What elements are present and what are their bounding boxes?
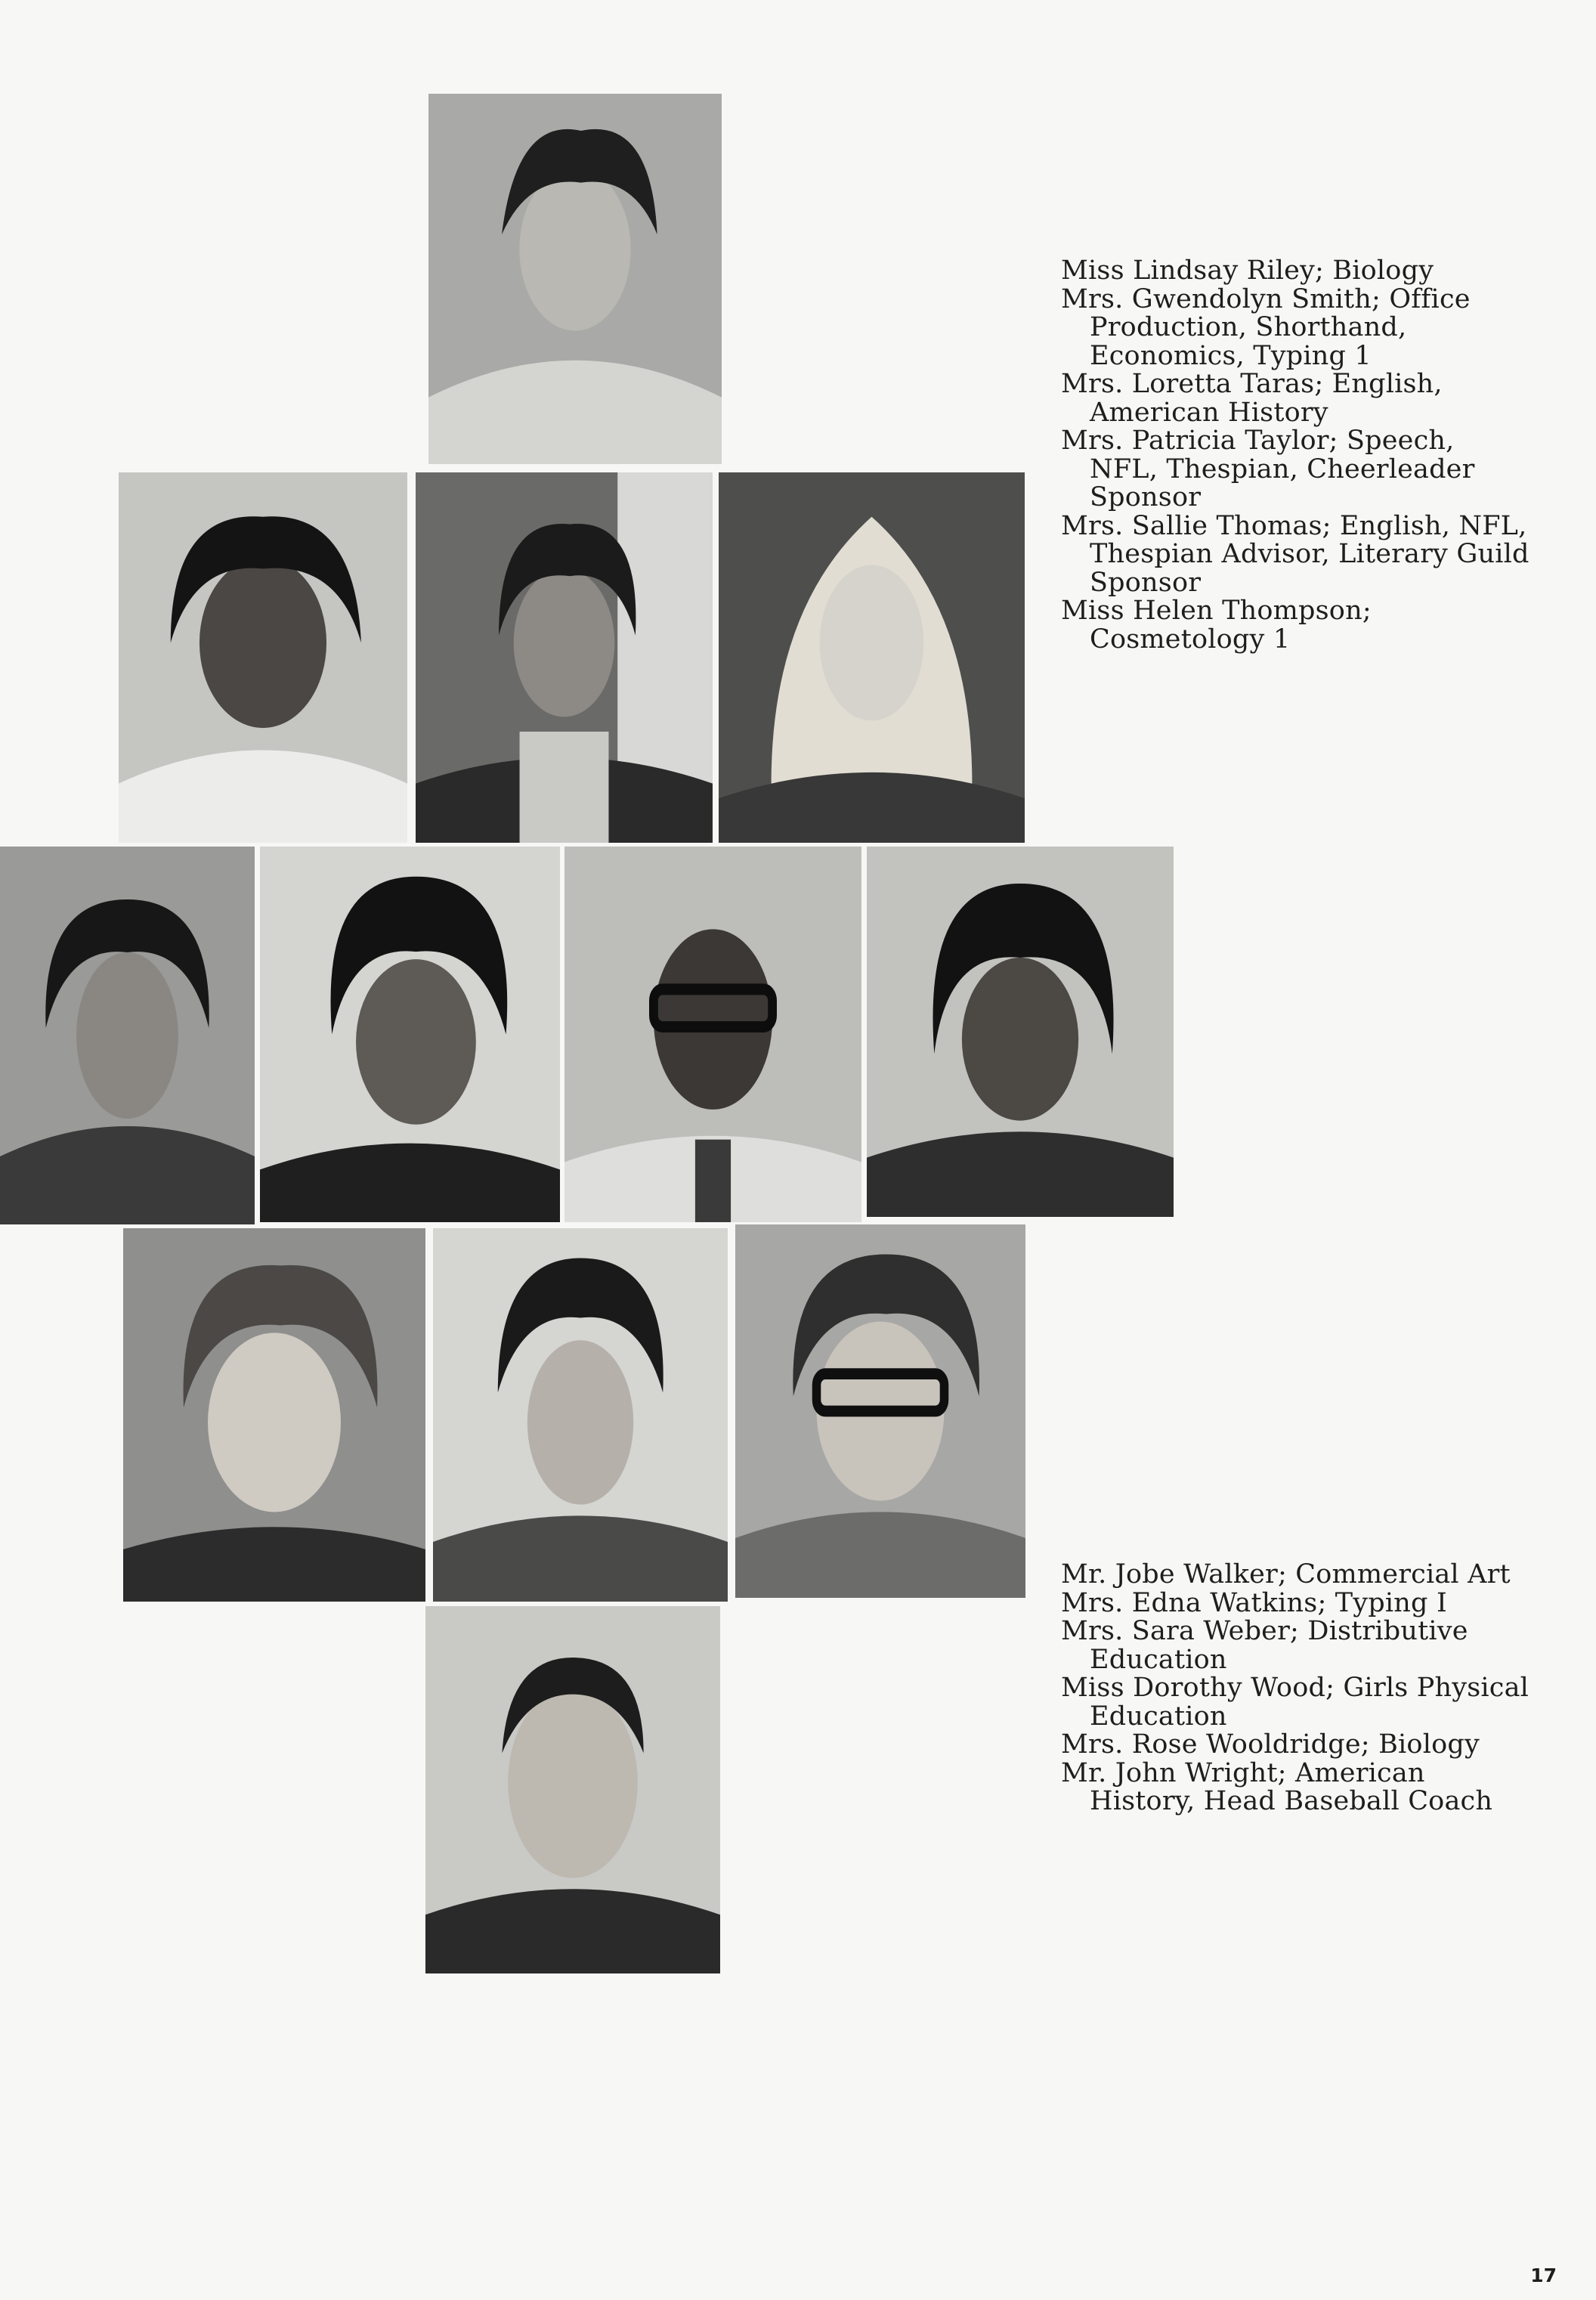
caption-entry: Mrs. Rose Wooldridge; Biology <box>1061 1729 1480 1760</box>
portrait-photo-7 <box>564 847 861 1222</box>
caption-entry: Mrs. Gwendolyn Smith; Office Production, Shorthand, Economics, Typing 1 <box>1061 283 1471 371</box>
portrait-photo-1 <box>428 94 722 464</box>
portrait-photo-6 <box>260 847 560 1222</box>
caption-block-top <box>1061 257 1530 654</box>
portrait-photo-11 <box>735 1224 1025 1598</box>
caption-entry: Miss Dorothy Wood; Girls Physical Education <box>1061 1673 1530 1732</box>
portrait-photo-4 <box>719 472 1025 843</box>
caption-entry: Miss Helen Thompson; Cosmetology 1 <box>1061 596 1372 655</box>
portrait-photo-2 <box>119 472 407 843</box>
portrait-photo-10 <box>433 1228 728 1602</box>
portrait-photo-8 <box>867 847 1174 1217</box>
caption-entry: Mrs. Sallie Thomas; English, NFL, Thespian Advisor, Literary Guild Sponsor <box>1061 510 1530 598</box>
caption-entry: Mrs. Sara Weber; Distributive Education <box>1061 1616 1468 1675</box>
caption-entry: Mrs. Patricia Taylor; Speech, NFL, Thespian, Cheerleader Sponsor <box>1061 426 1475 512</box>
caption-block-bottom <box>1061 1561 1530 1816</box>
portrait-photo-3 <box>416 472 713 843</box>
caption-entry: Mr. Jobe Walker; Commercial Art <box>1061 1559 1511 1590</box>
portrait-photo-9 <box>123 1228 425 1602</box>
caption-entry: Mr. John Wright; American History, Head Baseball Coach <box>1061 1757 1493 1816</box>
caption-entry: Mrs. Loretta Taras; English, American History <box>1061 369 1443 428</box>
caption-entry: Miss Lindsay Riley; Biology <box>1061 255 1434 286</box>
portrait-photo-5 <box>0 847 255 1224</box>
caption-entry: Mrs. Edna Watkins; Typing I <box>1061 1587 1447 1618</box>
page-number: 17 <box>1530 2264 1557 2286</box>
portrait-photo-12 <box>425 1606 720 1973</box>
